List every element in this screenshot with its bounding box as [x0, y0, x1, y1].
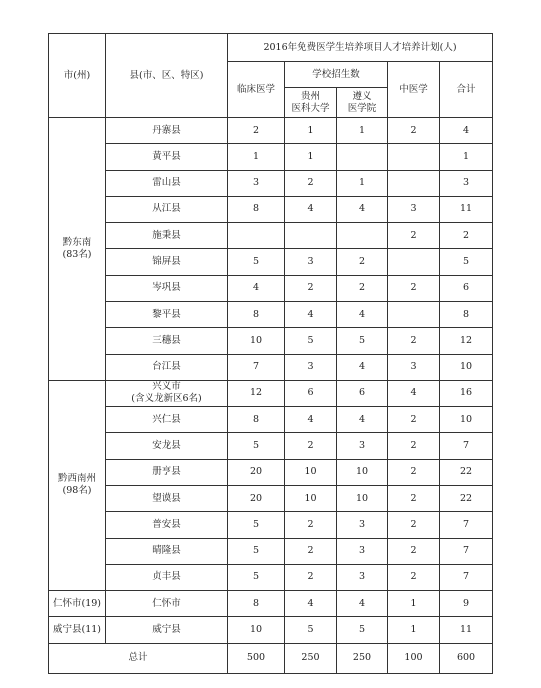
gz-cell: 1 — [285, 118, 337, 144]
gz-cell: 4 — [285, 407, 337, 433]
county-cell: 台江县 — [106, 354, 228, 380]
table-row — [49, 118, 493, 144]
county-cell: 黎平县 — [106, 301, 228, 327]
clinical-cell: 7 — [228, 354, 285, 380]
county-cell: 威宁县 — [106, 617, 228, 643]
tcm-cell: 1 — [388, 591, 440, 617]
gz-cell: 1 — [285, 144, 337, 170]
totals-total: 600 — [440, 643, 493, 673]
totals-label: 总计 — [49, 643, 228, 673]
clinical-cell: 1 — [228, 144, 285, 170]
totals-tcm: 100 — [388, 643, 440, 673]
tcm-cell — [388, 170, 440, 196]
total-cell: 7 — [440, 538, 493, 564]
table-row — [49, 328, 493, 354]
table-row — [49, 617, 493, 643]
tcm-cell: 2 — [388, 223, 440, 249]
tcm-cell — [388, 301, 440, 327]
gz-cell: 10 — [285, 459, 337, 485]
zy-cell: 1 — [337, 170, 388, 196]
gz-cell: 2 — [285, 512, 337, 538]
gz-cell: 10 — [285, 485, 337, 511]
clinical-cell: 12 — [228, 380, 285, 406]
table-row — [49, 301, 493, 327]
clinical-cell: 8 — [228, 196, 285, 222]
clinical-cell: 5 — [228, 433, 285, 459]
clinical-cell: 4 — [228, 275, 285, 301]
clinical-cell: 20 — [228, 485, 285, 511]
zy-cell: 3 — [337, 564, 388, 590]
zy-cell: 5 — [337, 617, 388, 643]
gz-cell: 5 — [285, 617, 337, 643]
table-row — [49, 485, 493, 511]
total-cell: 10 — [440, 354, 493, 380]
tcm-cell: 1 — [388, 617, 440, 643]
tcm-cell: 3 — [388, 196, 440, 222]
zy-cell: 4 — [337, 591, 388, 617]
total-cell: 10 — [440, 407, 493, 433]
county-cell: 岑巩县 — [106, 275, 228, 301]
zy-cell: 4 — [337, 354, 388, 380]
table-row — [49, 170, 493, 196]
county-cell: 册亨县 — [106, 459, 228, 485]
gz-cell: 2 — [285, 538, 337, 564]
tcm-cell: 2 — [388, 485, 440, 511]
tcm-cell: 2 — [388, 459, 440, 485]
table-row — [49, 380, 493, 406]
tcm-cell: 2 — [388, 538, 440, 564]
gz-cell: 6 — [285, 380, 337, 406]
table-row — [49, 459, 493, 485]
total-cell: 3 — [440, 170, 493, 196]
table-row — [49, 591, 493, 617]
total-cell: 7 — [440, 564, 493, 590]
total-cell: 16 — [440, 380, 493, 406]
gz-cell: 2 — [285, 564, 337, 590]
header-tcm: 中医学 — [388, 62, 440, 118]
county-cell: 贞丰县 — [106, 564, 228, 590]
clinical-cell: 20 — [228, 459, 285, 485]
tcm-cell: 2 — [388, 564, 440, 590]
total-cell: 22 — [440, 485, 493, 511]
gz-cell: 2 — [285, 433, 337, 459]
table-row — [49, 512, 493, 538]
clinical-cell — [228, 223, 285, 249]
tcm-cell: 2 — [388, 275, 440, 301]
zy-cell: 1 — [337, 118, 388, 144]
county-cell: 雷山县 — [106, 170, 228, 196]
zy-cell: 5 — [337, 328, 388, 354]
total-cell: 1 — [440, 144, 493, 170]
total-cell: 22 — [440, 459, 493, 485]
tcm-cell: 2 — [388, 118, 440, 144]
zy-cell: 3 — [337, 538, 388, 564]
table-row — [49, 354, 493, 380]
total-cell: 11 — [440, 617, 493, 643]
tcm-cell: 2 — [388, 328, 440, 354]
header-gz-univ: 贵州 医科大学 — [285, 88, 337, 118]
header-county: 县(市、区、特区) — [106, 34, 228, 118]
clinical-cell: 8 — [228, 407, 285, 433]
clinical-cell: 3 — [228, 170, 285, 196]
county-cell: 仁怀市 — [106, 591, 228, 617]
gz-cell: 5 — [285, 328, 337, 354]
total-cell: 4 — [440, 118, 493, 144]
clinical-cell: 10 — [228, 617, 285, 643]
clinical-cell: 5 — [228, 512, 285, 538]
county-cell: 望谟县 — [106, 485, 228, 511]
tcm-cell — [388, 144, 440, 170]
gz-cell: 2 — [285, 275, 337, 301]
header-city: 市(州) — [49, 34, 106, 118]
clinical-cell: 10 — [228, 328, 285, 354]
tcm-cell — [388, 249, 440, 275]
total-cell: 5 — [440, 249, 493, 275]
total-cell: 11 — [440, 196, 493, 222]
header-school-enroll: 学校招生数 — [285, 62, 388, 88]
zy-cell: 2 — [337, 275, 388, 301]
total-cell: 6 — [440, 275, 493, 301]
clinical-cell: 5 — [228, 538, 285, 564]
total-cell: 9 — [440, 591, 493, 617]
county-cell: 三穗县 — [106, 328, 228, 354]
tcm-cell: 2 — [388, 407, 440, 433]
zy-cell: 6 — [337, 380, 388, 406]
gz-cell: 4 — [285, 591, 337, 617]
clinical-cell: 8 — [228, 591, 285, 617]
clinical-cell: 5 — [228, 564, 285, 590]
zy-cell: 10 — [337, 485, 388, 511]
county-cell: 从江县 — [106, 196, 228, 222]
training-plan-table — [48, 33, 493, 674]
table-row — [49, 538, 493, 564]
table-row — [49, 196, 493, 222]
zy-cell: 4 — [337, 196, 388, 222]
table-row — [49, 433, 493, 459]
gz-cell — [285, 223, 337, 249]
total-cell: 12 — [440, 328, 493, 354]
gz-cell: 2 — [285, 170, 337, 196]
county-cell: 兴仁县 — [106, 407, 228, 433]
header-total: 合计 — [440, 62, 493, 118]
table-row — [49, 144, 493, 170]
clinical-cell: 2 — [228, 118, 285, 144]
total-cell: 7 — [440, 512, 493, 538]
totals-zy: 250 — [337, 643, 388, 673]
zy-cell: 2 — [337, 249, 388, 275]
total-cell: 7 — [440, 433, 493, 459]
table-row — [49, 407, 493, 433]
header-clinical: 临床医学 — [228, 62, 285, 118]
zy-cell: 3 — [337, 433, 388, 459]
table-row — [49, 249, 493, 275]
totals-clinical: 500 — [228, 643, 285, 673]
city-cell: 威宁县(11) — [49, 617, 106, 643]
gz-cell: 4 — [285, 196, 337, 222]
clinical-cell: 8 — [228, 301, 285, 327]
county-cell: 普安县 — [106, 512, 228, 538]
city-cell: 仁怀市(19) — [49, 591, 106, 617]
total-cell: 2 — [440, 223, 493, 249]
tcm-cell: 4 — [388, 380, 440, 406]
clinical-cell: 5 — [228, 249, 285, 275]
zy-cell: 4 — [337, 301, 388, 327]
totals-gz: 250 — [285, 643, 337, 673]
tcm-cell: 2 — [388, 433, 440, 459]
table-row — [49, 564, 493, 590]
county-cell: 安龙县 — [106, 433, 228, 459]
zy-cell: 3 — [337, 512, 388, 538]
table-body — [49, 118, 493, 674]
gz-cell: 4 — [285, 301, 337, 327]
table-row — [49, 223, 493, 249]
county-cell: 黄平县 — [106, 144, 228, 170]
table-row — [49, 275, 493, 301]
city-cell: 黔西南州 (98名) — [49, 380, 106, 590]
county-cell: 丹寨县 — [106, 118, 228, 144]
total-cell: 8 — [440, 301, 493, 327]
header-plan-title: 2016年免费医学生培养项目人才培养计划(人) — [228, 34, 493, 62]
zy-cell — [337, 144, 388, 170]
zy-cell: 4 — [337, 407, 388, 433]
county-cell: 施秉县 — [106, 223, 228, 249]
zy-cell: 10 — [337, 459, 388, 485]
gz-cell: 3 — [285, 354, 337, 380]
zy-cell — [337, 223, 388, 249]
gz-cell: 3 — [285, 249, 337, 275]
county-cell: 兴义市 (含义龙新区6名) — [106, 380, 228, 406]
county-cell: 晴隆县 — [106, 538, 228, 564]
city-cell: 黔东南 (83名) — [49, 118, 106, 381]
totals-row — [49, 643, 493, 673]
county-cell: 锦屏县 — [106, 249, 228, 275]
tcm-cell: 2 — [388, 512, 440, 538]
tcm-cell: 3 — [388, 354, 440, 380]
header-zy-college: 遵义 医学院 — [337, 88, 388, 118]
